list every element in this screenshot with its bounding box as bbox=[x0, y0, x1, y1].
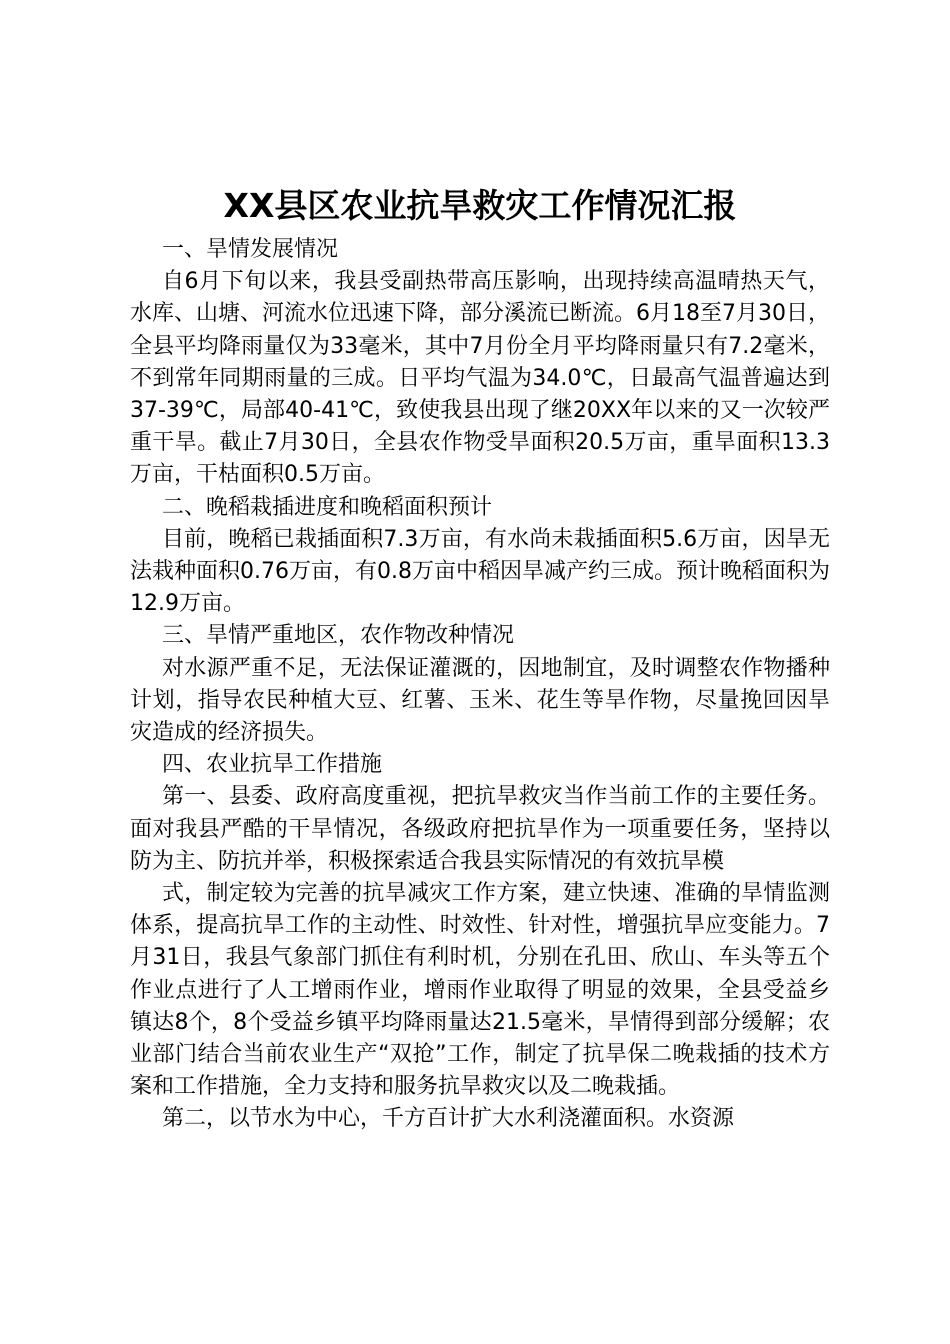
paragraph-measure-first-continued: 式，制定较为完善的抗旱减灾工作方案，建立快速、准确的旱情监测体系，提高抗旱工作的主动性、时效性、针对性，增强抗旱应变能力。7月31日，我县气象部门抓住有利时机，分别在孔田、欣山、车头等五个作业点进行了人工增雨作业，增雨作业取得了明显的效果，全县受益乡镇达8个，8个受益乡镇平均降雨量达21.5毫米，旱情得到部分缓解；农业部门结合当前农业生产“双抢”工作，制定了抗旱保二晚栽插的技术方案和工作措施，全力支持和服务抗旱救灾以及二晚栽插。 bbox=[130, 881, 830, 1100]
document-title: XX县区农业抗旱救灾工作情况汇报 bbox=[223, 186, 737, 225]
paragraph-drought-development: 自6月下旬以来，我县受副热带高压影响，出现持续高温晴热天气，水库、山塘、河流水位迅速下降，部分溪流已断流。6月18至7月30日，全县平均降雨量仅为33毫米，其中7月份全月平均降雨量只有7.2毫米，不到常年同期雨量的三成。日平均气温为34.0℃，日最高气温普遍达到37-39℃，局部40-41℃，致使我县出现了继20XX年以来的又一次较严重干旱。截止7月30日，全县农作物受旱面积20.5万亩，重旱面积13.3万亩，干枯面积0.5万亩。 bbox=[130, 269, 830, 488]
paragraph-measure-first: 第一、县委、政府高度重视，把抗旱救灾当作当前工作的主要任务。面对我县严酷的干旱情况，各级政府把抗旱作为一项重要任务，坚持以防为主、防抗并举，积极探索适合我县实际情况的有效抗旱模 bbox=[130, 784, 830, 874]
section-heading-drought-development: 一、旱情发展情况 bbox=[162, 237, 339, 262]
paragraph-crop-replanting: 对水源严重不足，无法保证灌溉的，因地制宜，及时调整农作物播种计划，指导农民种植大豆、红薯、玉米、花生等旱作物，尽量挽回因旱灾造成的经济损失。 bbox=[130, 655, 830, 746]
paragraph-late-rice-progress: 目前，晚稻已栽插面积7.3万亩，有水尚未栽插面积5.6万亩，因旱无法栽种面积0.76万亩，有0.8万亩中稻因旱减产约三成。预计晚稻面积为12.9万亩。 bbox=[130, 526, 830, 617]
document-page bbox=[130, 178, 830, 1136]
section-heading-drought-measures: 四、农业抗旱工作措施 bbox=[162, 752, 383, 778]
section-heading-crop-replanting: 三、旱情严重地区，农作物改种情况 bbox=[162, 623, 515, 649]
paragraph-measure-second: 第二，以节水为中心，千方百计扩大水利浇灌面积。水资源 bbox=[162, 1106, 735, 1132]
section-heading-late-rice-progress: 二、晚稻栽插进度和晚稻面积预计 bbox=[162, 494, 493, 520]
